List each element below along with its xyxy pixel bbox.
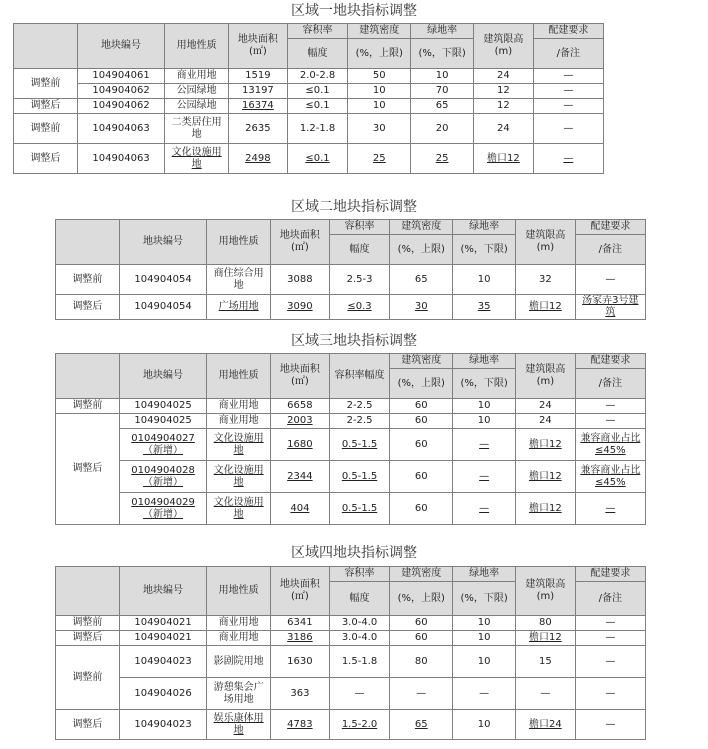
header-far-sub: 幅度 xyxy=(287,39,348,69)
header-req-sub: /备注 xyxy=(575,235,645,265)
table-row xyxy=(56,710,646,740)
header-use: 用地性质 xyxy=(207,354,271,399)
area-cell: 2635 xyxy=(229,114,288,144)
header-area: 地块面积 (㎡) xyxy=(271,220,330,265)
stage-cell: 调整前 xyxy=(14,69,78,99)
header-stage xyxy=(56,567,120,616)
header-density-sub: (%，上限) xyxy=(390,582,453,616)
use-cell: 文化设施用地 xyxy=(207,493,271,525)
id-cell: 104904054 xyxy=(119,295,206,320)
density-cell: 60 xyxy=(390,631,453,646)
stage-cell: 调整后 xyxy=(56,710,120,740)
header-density: 建筑密度 xyxy=(348,24,411,39)
green-cell: 10 xyxy=(453,399,516,414)
use-cell: 商业用地 xyxy=(207,414,271,429)
header-far-sub: 幅度 xyxy=(329,582,390,616)
header-height: 建筑限高 (m) xyxy=(516,354,576,399)
height-cell: 32 xyxy=(516,265,576,295)
far-cell: 2.5-3 xyxy=(329,265,390,295)
table3 xyxy=(55,353,646,525)
height-cell: 15 xyxy=(516,646,576,678)
density-cell: 60 xyxy=(390,399,453,414)
header-density-sub: (%，上限) xyxy=(390,369,453,399)
table2-title: 区域二地块指标调整 xyxy=(291,199,417,215)
id-cell: 104904062 xyxy=(77,99,164,114)
table-row xyxy=(14,84,604,99)
green-cell: 65 xyxy=(411,99,474,114)
req-cell: — xyxy=(533,69,603,84)
header-area: 地块面积 (㎡) xyxy=(271,354,330,399)
header-green: 绿地率 xyxy=(453,567,516,582)
req-cell: 兼容商业占比≤45% xyxy=(575,429,645,461)
stage-cell: 调整前 xyxy=(56,399,120,414)
id-cell: 104904021 xyxy=(119,616,206,631)
header-green-sub: (%，下限) xyxy=(453,369,516,399)
area-cell: 1630 xyxy=(271,646,330,678)
table-row xyxy=(56,461,646,493)
header-req-sub: /备注 xyxy=(533,39,603,69)
area-cell: 4783 xyxy=(271,710,330,740)
far-cell: ≤0.1 xyxy=(287,99,348,114)
id-cell: 104904054 xyxy=(119,265,206,295)
use-cell: 商业用地 xyxy=(207,631,271,646)
green-cell: 10 xyxy=(453,631,516,646)
header-use: 用地性质 xyxy=(207,220,271,265)
header-req-sub: /备注 xyxy=(575,582,645,616)
density-cell: 65 xyxy=(390,265,453,295)
density-cell: 65 xyxy=(390,710,453,740)
header-green: 绿地率 xyxy=(411,24,474,39)
table-row xyxy=(14,99,604,114)
height-cell: — xyxy=(516,678,576,710)
far-cell: ≤0.3 xyxy=(329,295,390,320)
req-cell: — xyxy=(533,99,603,114)
header-far: 容积率 xyxy=(287,24,348,39)
green-cell: 10 xyxy=(453,616,516,631)
req-cell: — xyxy=(575,493,645,525)
green-cell: — xyxy=(453,678,516,710)
header-req: 配建要求 xyxy=(533,24,603,39)
header-id: 地块编号 xyxy=(119,220,206,265)
density-cell: 50 xyxy=(348,69,411,84)
far-cell: 1.5-1.8 xyxy=(329,646,390,678)
header-req: 配建要求 xyxy=(575,220,645,235)
id-cell: 0104904029（新增） xyxy=(119,493,206,525)
density-cell: 80 xyxy=(390,646,453,678)
area-cell: 3088 xyxy=(271,265,330,295)
height-cell: 檐口12 xyxy=(516,429,576,461)
stage-cell: 调整后 xyxy=(14,99,78,114)
id-cell: 104904021 xyxy=(119,631,206,646)
id-cell: 104904025 xyxy=(119,414,206,429)
table-row xyxy=(56,678,646,710)
header-green-sub: (%，下限) xyxy=(453,582,516,616)
area-cell: 2498 xyxy=(229,144,288,174)
stage-cell: 调整前 xyxy=(56,646,120,710)
green-cell: 70 xyxy=(411,84,474,99)
req-cell: — xyxy=(575,265,645,295)
far-cell: 2-2.5 xyxy=(329,414,390,429)
area-cell: 3186 xyxy=(271,631,330,646)
far-cell: 1.2-1.8 xyxy=(287,114,348,144)
green-cell: 20 xyxy=(411,114,474,144)
header-req: 配建要求 xyxy=(575,567,645,582)
table1 xyxy=(13,23,604,174)
density-cell: 30 xyxy=(390,295,453,320)
table-row xyxy=(14,114,604,144)
stage-cell: 调整前 xyxy=(14,114,78,144)
header-density: 建筑密度 xyxy=(390,354,453,369)
header-height: 建筑限高 (m) xyxy=(516,567,576,616)
density-cell: 30 xyxy=(348,114,411,144)
table-row xyxy=(56,399,646,414)
req-cell: — xyxy=(575,631,645,646)
table3-title: 区域三地块指标调整 xyxy=(291,333,417,349)
area-cell: 2344 xyxy=(271,461,330,493)
density-cell: — xyxy=(390,678,453,710)
height-cell: 檐口12 xyxy=(516,295,576,320)
req-cell: — xyxy=(575,399,645,414)
density-cell: 10 xyxy=(348,99,411,114)
id-cell: 0104904028（新增） xyxy=(119,461,206,493)
table-row xyxy=(56,493,646,525)
table-row xyxy=(14,69,604,84)
height-cell: 檐口12 xyxy=(474,144,534,174)
header-far: 容积率 xyxy=(329,220,390,235)
density-cell: 60 xyxy=(390,616,453,631)
density-cell: 25 xyxy=(348,144,411,174)
green-cell: 10 xyxy=(453,710,516,740)
header-density-sub: (%，上限) xyxy=(348,39,411,69)
req-cell: — xyxy=(533,84,603,99)
header-req-sub: /备注 xyxy=(575,369,645,399)
header-green-sub: (%，下限) xyxy=(411,39,474,69)
use-cell: 二类居住用地 xyxy=(165,114,229,144)
header-id: 地块编号 xyxy=(119,567,206,616)
header-use: 用地性质 xyxy=(165,24,229,69)
far-cell: 0.5-1.5 xyxy=(329,493,390,525)
far-cell: ≤0.1 xyxy=(287,144,348,174)
height-cell: 檐口12 xyxy=(516,461,576,493)
req-cell: — xyxy=(575,646,645,678)
id-cell: 104904023 xyxy=(119,646,206,678)
area-cell: 2003 xyxy=(271,414,330,429)
header-id: 地块编号 xyxy=(119,354,206,399)
header-stage xyxy=(56,220,120,265)
table-row xyxy=(56,616,646,631)
use-cell: 文化设施用地 xyxy=(207,429,271,461)
id-cell: 0104904027（新增） xyxy=(119,429,206,461)
use-cell: 商业用地 xyxy=(207,399,271,414)
table4-title: 区域四地块指标调整 xyxy=(291,545,417,561)
stage-cell: 调整后 xyxy=(14,144,78,174)
area-cell: 16374 xyxy=(229,99,288,114)
height-cell: 檐口12 xyxy=(516,493,576,525)
density-cell: 60 xyxy=(390,429,453,461)
stage-cell: 调整前 xyxy=(56,616,120,631)
table-row xyxy=(56,429,646,461)
id-cell: 104904026 xyxy=(119,678,206,710)
id-cell: 104904063 xyxy=(77,144,164,174)
id-cell: 104904063 xyxy=(77,114,164,144)
height-cell: 12 xyxy=(474,99,534,114)
header-id: 地块编号 xyxy=(77,24,164,69)
stage-cell: 调整后 xyxy=(56,631,120,646)
area-cell: 363 xyxy=(271,678,330,710)
far-cell: 2-2.5 xyxy=(329,399,390,414)
use-cell: 广场用地 xyxy=(207,295,271,320)
header-density-sub: (%，上限) xyxy=(390,235,453,265)
header-far-sub: 幅度 xyxy=(329,235,390,265)
green-cell: 10 xyxy=(453,646,516,678)
use-cell: 娱乐康体用地 xyxy=(207,710,271,740)
height-cell: 24 xyxy=(516,399,576,414)
header-area: 地块面积 (㎡) xyxy=(271,567,330,616)
req-cell: — xyxy=(533,144,603,174)
stage-cell: 调整后 xyxy=(56,295,120,320)
area-cell: 13197 xyxy=(229,84,288,99)
table4 xyxy=(55,566,646,740)
area-cell: 6341 xyxy=(271,616,330,631)
green-cell: 10 xyxy=(411,69,474,84)
table-row xyxy=(56,631,646,646)
green-cell: — xyxy=(453,461,516,493)
use-cell: 文化设施用地 xyxy=(207,461,271,493)
area-cell: 6658 xyxy=(271,399,330,414)
far-cell: 1.5-2.0 xyxy=(329,710,390,740)
use-cell: 影剧院用地 xyxy=(207,646,271,678)
header-height: 建筑限高 (m) xyxy=(474,24,534,69)
header-green: 绿地率 xyxy=(453,354,516,369)
use-cell: 公园绿地 xyxy=(165,84,229,99)
far-cell: 0.5-1.5 xyxy=(329,429,390,461)
green-cell: 10 xyxy=(453,265,516,295)
table-row xyxy=(56,265,646,295)
use-cell: 游憩集会广场用地 xyxy=(207,678,271,710)
green-cell: 25 xyxy=(411,144,474,174)
header-height: 建筑限高 (m) xyxy=(516,220,576,265)
height-cell: 檐口24 xyxy=(516,710,576,740)
height-cell: 24 xyxy=(474,69,534,84)
green-cell: — xyxy=(453,429,516,461)
far-cell: ≤0.1 xyxy=(287,84,348,99)
header-far: 容积率 xyxy=(329,567,390,582)
req-cell: — xyxy=(575,414,645,429)
id-cell: 104904023 xyxy=(119,710,206,740)
use-cell: 商业用地 xyxy=(207,616,271,631)
req-cell: 汤家弄3号建筑 xyxy=(575,295,645,320)
header-stage xyxy=(14,24,78,69)
green-cell: — xyxy=(453,493,516,525)
density-cell: 60 xyxy=(390,493,453,525)
req-cell: — xyxy=(575,616,645,631)
far-cell: — xyxy=(329,678,390,710)
header-req: 配建要求 xyxy=(575,354,645,369)
table2 xyxy=(55,219,646,320)
header-far: 容积率幅度 xyxy=(329,354,390,399)
green-cell: 10 xyxy=(453,414,516,429)
req-cell: — xyxy=(575,710,645,740)
green-cell: 35 xyxy=(453,295,516,320)
density-cell: 10 xyxy=(348,84,411,99)
table1-title: 区域一地块指标调整 xyxy=(291,3,417,19)
area-cell: 3090 xyxy=(271,295,330,320)
area-cell: 404 xyxy=(271,493,330,525)
id-cell: 104904061 xyxy=(77,69,164,84)
req-cell: — xyxy=(533,114,603,144)
req-cell: 兼容商业占比≤45% xyxy=(575,461,645,493)
header-use: 用地性质 xyxy=(207,567,271,616)
far-cell: 3.0-4.0 xyxy=(329,616,390,631)
header-density: 建筑密度 xyxy=(390,220,453,235)
area-cell: 1680 xyxy=(271,429,330,461)
id-cell: 104904025 xyxy=(119,399,206,414)
id-cell: 104904062 xyxy=(77,84,164,99)
stage-cell: 调整后 xyxy=(56,414,120,525)
far-cell: 0.5-1.5 xyxy=(329,461,390,493)
density-cell: 60 xyxy=(390,414,453,429)
use-cell: 商住综合用地 xyxy=(207,265,271,295)
table-row xyxy=(56,646,646,678)
height-cell: 80 xyxy=(516,616,576,631)
table-row xyxy=(14,144,604,174)
area-cell: 1519 xyxy=(229,69,288,84)
use-cell: 商业用地 xyxy=(165,69,229,84)
table-row xyxy=(56,414,646,429)
header-green: 绿地率 xyxy=(453,220,516,235)
height-cell: 12 xyxy=(474,84,534,99)
stage-cell: 调整前 xyxy=(56,265,120,295)
height-cell: 檐口12 xyxy=(516,631,576,646)
use-cell: 公园绿地 xyxy=(165,99,229,114)
use-cell: 文化设施用地 xyxy=(165,144,229,174)
height-cell: 24 xyxy=(516,414,576,429)
far-cell: 2.0-2.8 xyxy=(287,69,348,84)
header-density: 建筑密度 xyxy=(390,567,453,582)
density-cell: 60 xyxy=(390,461,453,493)
header-area: 地块面积 (㎡) xyxy=(229,24,288,69)
req-cell: — xyxy=(575,678,645,710)
table-row xyxy=(56,295,646,320)
far-cell: 3.0-4.0 xyxy=(329,631,390,646)
header-green-sub: (%，下限) xyxy=(453,235,516,265)
height-cell: 24 xyxy=(474,114,534,144)
header-stage xyxy=(56,354,120,399)
